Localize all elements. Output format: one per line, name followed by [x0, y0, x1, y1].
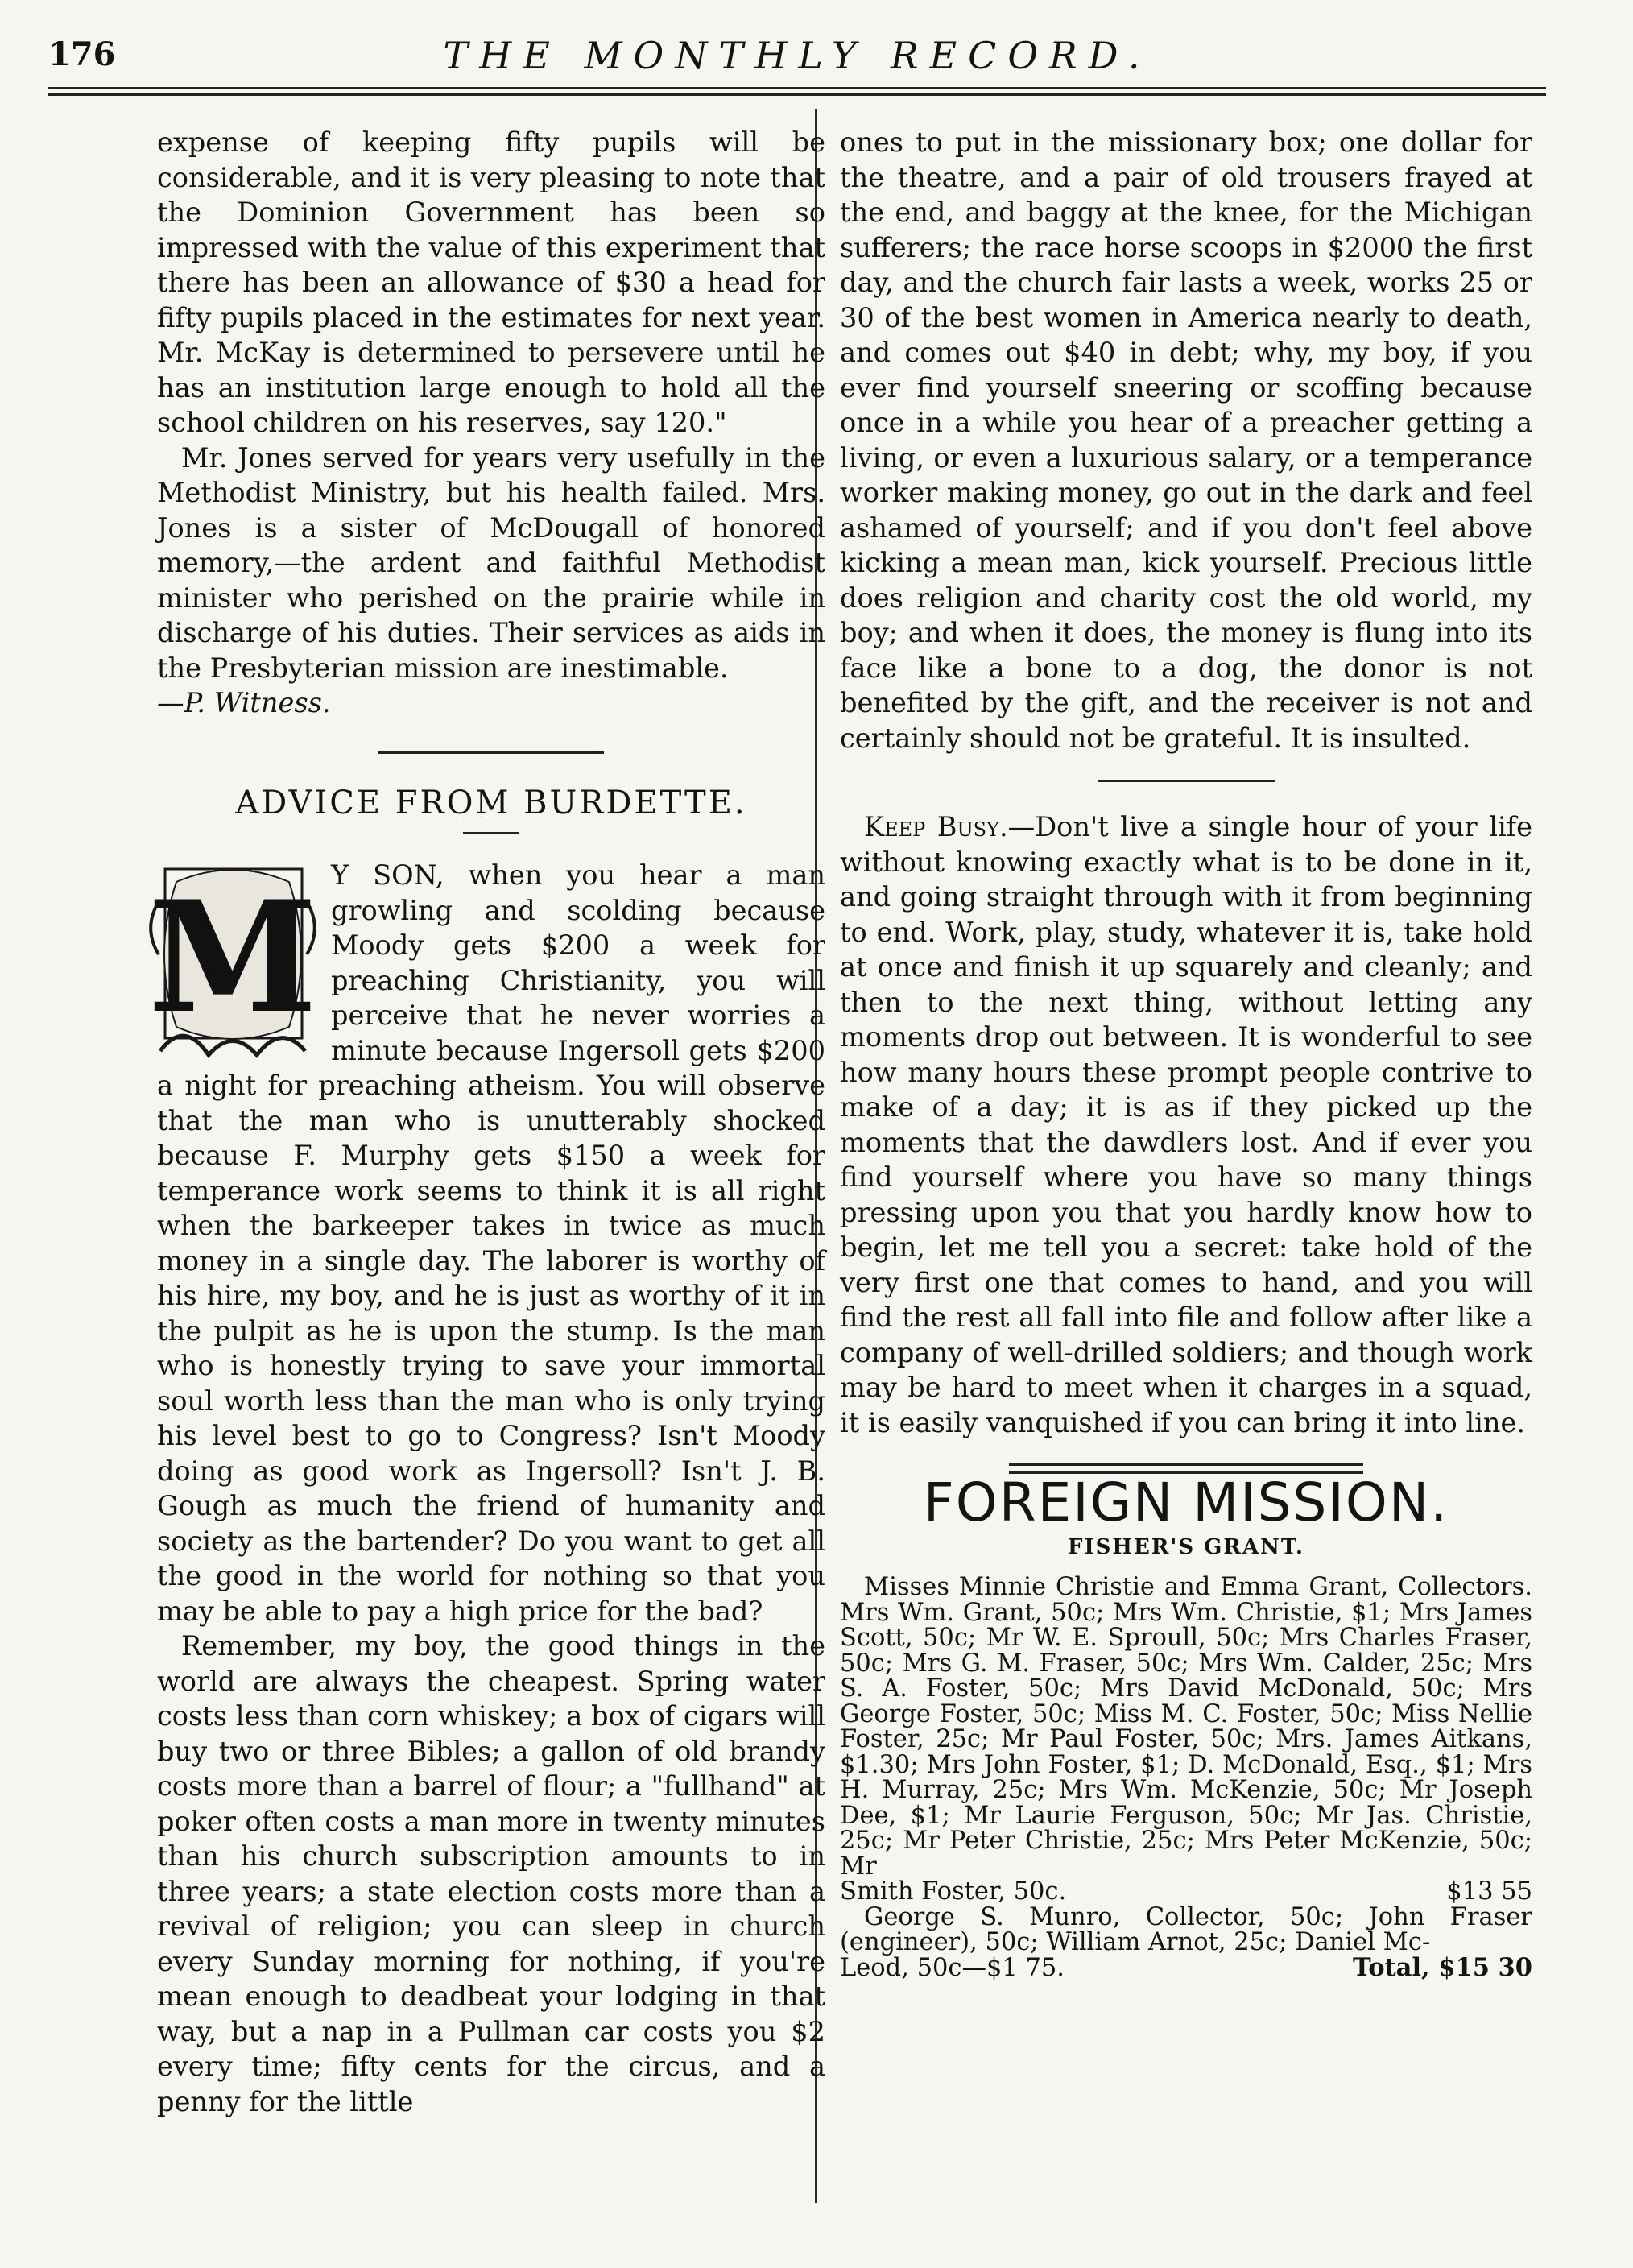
- svg-text:M: M: [147, 867, 318, 1047]
- paragraph: Mr. Jones served for years very usefully in the Methodist Ministry, but his health failed. Mrs. Jones is a sister of McDougall of honored memory,—the ardent and faithful Methodist minister who perished on the prairie while in discharge of his duties. Their services as aids in the Presbyterian mission are inestimable.: [157, 441, 825, 684]
- ornamental-initial-icon: [144, 858, 321, 1067]
- drop-cap-ornament: [144, 858, 321, 1067]
- advice-paragraph: Y SON, when you hear a man growling and scolding because Moody gets $200 a week for preaching Christianity, you will perceive that he never worries a minute because Ingersoll gets $200 a night for preaching atheism. You will observe that the man who is unutterably shocked because F. Murphy gets $150 a week for temperance work seems to think it is all right when the barkeeper takes in twice as much money in a single day. The laborer is worthy of his hire, my boy, and he is just as worthy of it in the pulpit as he is upon the stump. Is the man who is honestly trying to save your immortal soul worth less than the man who is only trying his level best to go to Congress? Isn't Moody doing as good work as Ingersoll? Isn't J. B. Gough as much the friend of humanity and society as the bartender? Do you want to get all the good in the world for nothing so that you may be able to pay a high price for the bad?: [157, 859, 825, 1627]
- paragraph: expense of keeping fifty pupils will be considerable, and it is very pleasing to note that the Dominion Government has been so impressed with the value of this experiment that there has been an allowance of $30 a head for fifty pupils placed in the estimates for next year. Mr. McKay is determined to persevere until he has an institution large enough to hold all the school children on his reserves, say 120.": [157, 126, 825, 438]
- running-title: THE MONTHLY RECORD.: [443, 34, 1151, 77]
- left-column: [147, 125, 825, 2119]
- mission-subtitle: FISHER'S GRANT.: [1068, 1534, 1304, 1559]
- page-number: 176: [48, 35, 116, 73]
- section-rule: [1098, 780, 1275, 782]
- advice-continuation: ones to put in the missionary box; one dollar for the theatre, and a pair of old trousers frayed at the end, and baggy at the knee, for the Michigan sufferers; the race horse scoops in $2000 the first day, and the church fair lasts a week, works 25 or 30 of the best women in America nearly to death, and comes out $40 in debt; why, my boy, if you ever find yourself sneering or scoffing because once in a while you hear of a preacher getting a living, or even a luxurious salary, or a temperance worker making money, go out in the dark and feel ashamed of yourself; and if you don't feel above kicking a mean man, kick yourself. Precious little does religion and charity cost the old world, my boy; and when it does, the money is flung into its face like a bone to a dog, the donor is not benefited by the gift, and the receiver is not and certainly should not be grateful. It is insulted.: [840, 126, 1532, 754]
- title-rule: [463, 832, 519, 834]
- source-attribution: —P. Witness.: [157, 687, 331, 718]
- donor-entries: Misses Minnie Christie and Emma Grant, Collectors. Mrs Wm. Grant, 50c; Mrs Wm. Christie, $1; Mrs James Scott, 50c; Mr W. E. Sproull, 50c; Mrs Charles Fraser, 50c; Mrs G. M. Fraser, 50c; Mrs Wm. Calder, 25c; Mrs S. A. Foster, 50c; Mrs David McDonald, 50c; Mrs George Foster, 50c; Miss M. C. Foster, 50c; Miss Nellie Foster, 25c; Mr Paul Foster, 50c; Mrs. James Aitkans, $1.30; Mrs John Foster, $1; D. McDonald, Esq., $1; Mrs H. Murray, 25c; Mrs Wm. McKenzie, 50c; Mr Joseph Dee, $1; Mr Laurie Ferguson, 50c; Mr Jas. Christie, 25c; Mr Peter Christie, 25c; Mrs Peter McKenzie, 50c; Mr: [840, 1573, 1532, 1881]
- article-title: ADVICE FROM BURDETTE.: [235, 784, 747, 822]
- subtotal-amount: $13 55: [1446, 1877, 1532, 1906]
- subtotal-line: [840, 1879, 1532, 1905]
- mission-title: FOREIGN MISSION.: [923, 1471, 1449, 1533]
- advice-paragraph: Remember, my boy, the good things in the world are always the cheapest. Spring water costs less than corn whiskey; a box of cigars will buy two or three Bibles; a gallon of old brandy costs more than a barrel of flour; a "fullhand" at poker often costs a man more in twenty minutes than his church subscription amounts to in three years; a state election costs more than a revival of religion; you can sleep in church every Sunday morning for nothing, if you're mean enough to deadbeat your lodging in that way, but a nap in a Pullman car costs you $2 every time; fifty cents for the circus, and a penny for the little: [157, 1630, 825, 2117]
- keep-busy-paragraph: [840, 809, 1532, 1440]
- keep-busy-text: —Don't live a single hour of your life without knowing exactly what is to be done in it, and going straight through with it from beginning to end. Work, play, study, whatever it is, take hold at once and finish it up squarely and cleanly; and then to the next thing, without letting any moments drop out between. It is wonderful to see how many hours these prompt people contrive to make of a day; it is as if they picked up the moments that the dawdlers lost. And if ever you find yourself where you have so many things pressing upon you that you hardly know how to begin, let me tell you a secret: take hold of the very first one that comes to hand, and you will find the rest all fall into file and follow after like a company of well-drilled soldiers; and though work may be hard to meet when it charges in a squad, it is easily vanquished if you can bring it into line.: [840, 811, 1533, 1438]
- donor-entries: George S. Munro, Collector, 50c; John Fraser (engineer), 50c; William Arnot, 25c; Daniel Mc-: [840, 1902, 1532, 1956]
- total-line: [840, 1952, 1532, 1982]
- header-rule: [48, 87, 1546, 96]
- section-rule: [378, 751, 604, 754]
- donor-entry-last: Smith Foster, 50c.: [840, 1877, 1067, 1906]
- donor-entry-last: Leod, 50c—$1 75.: [840, 1953, 1065, 1982]
- donor-list: [840, 1575, 1532, 1980]
- right-column: [840, 125, 1532, 1980]
- grand-total: Total, $15 30: [1353, 1952, 1532, 1982]
- keep-busy-lead: Keep Busy.: [864, 811, 1008, 842]
- page-header: [48, 32, 1546, 97]
